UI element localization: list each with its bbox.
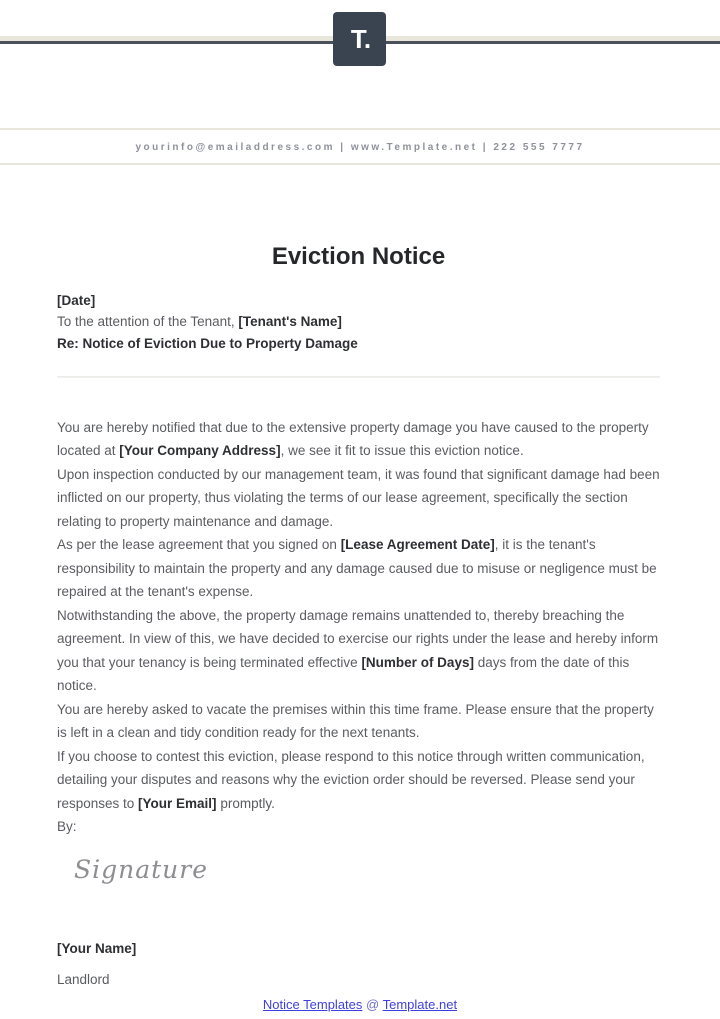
template-net-link[interactable]: Template.net	[382, 996, 458, 1012]
paragraph-text: , we see it fit to issue this eviction notice.	[280, 443, 524, 459]
tenant-name-placeholder: [Tenant's Name]	[238, 314, 342, 330]
paragraph-text: You are hereby notified that due to the extensive property damage you have caused to the property located at	[57, 419, 649, 459]
contact-info-text: yourinfo@emailaddress.com | www.Template.net | 222 555 7777	[135, 142, 585, 153]
signer-role: Landlord	[57, 971, 110, 987]
paragraph-text: Notwithstanding the above, the property damage remains unattended to, thereby breaching the agreement. In view of this, we have decided to exercise our rights under the lease and hereby inform you that your tenancy is being terminated effective	[57, 607, 659, 670]
signature-script: Signature	[74, 854, 209, 884]
paragraph	[57, 604, 660, 698]
letter-body	[0, 243, 720, 987]
paragraph	[57, 533, 660, 604]
subject-line: Re: Notice of Eviction Due to Property Damage	[57, 335, 358, 351]
lease-date-placeholder: [Lease Agreement Date]	[340, 537, 495, 553]
template-net-logo	[333, 12, 386, 66]
paragraph-text: , it is the tenant's responsibility to maintain the property and any damage caused due to misuse or negligence must be repaired at the tenant's expense.	[57, 537, 657, 600]
footer-attribution	[0, 997, 720, 1012]
letter-paragraphs	[57, 416, 660, 839]
number-of-days-placeholder: [Number of Days]	[361, 654, 474, 670]
contact-info-bar	[0, 128, 720, 165]
signer-name-placeholder: [Your Name]	[57, 940, 137, 956]
paragraph-text: If you choose to contest this eviction, please respond to this notice through written communication, detailing your disputes and reasons why the eviction order should be reversed. Please send your responses to	[57, 748, 645, 811]
section-divider	[57, 376, 660, 378]
paragraph-text: As per the lease agreement that you signed on	[57, 537, 341, 553]
letter-meta	[57, 290, 660, 354]
paragraph-text: days from the date of this notice.	[57, 654, 630, 694]
footer-separator: @	[366, 996, 380, 1012]
paragraph	[57, 745, 660, 816]
paragraph	[57, 416, 660, 463]
paragraph-text: Upon inspection conducted by our management team, it was found that significant damage had been inflicted on our property, thus violating the terms of our lease agreement, specifically the section relating to property maintenance and damage.	[57, 466, 660, 529]
by-line: By:	[57, 819, 77, 835]
company-address-placeholder: [Your Company Address]	[119, 443, 281, 459]
attention-prefix: To the attention of the Tenant,	[57, 314, 239, 330]
logo-letter: T.	[350, 23, 372, 54]
page-title: Eviction Notice	[271, 243, 446, 270]
notice-templates-link[interactable]: Notice Templates	[262, 996, 363, 1012]
paragraph-text: promptly.	[216, 795, 275, 811]
date-placeholder: [Date]	[57, 293, 96, 308]
attention-line	[57, 311, 660, 332]
paragraph	[57, 463, 660, 534]
paragraph	[57, 698, 660, 745]
letterhead	[0, 0, 720, 66]
your-email-placeholder: [Your Email]	[138, 795, 217, 811]
paragraph-text: You are hereby asked to vacate the premises within this time frame. Please ensure that the property is left in a clean and tidy condition ready for the next tenants.	[57, 701, 654, 741]
